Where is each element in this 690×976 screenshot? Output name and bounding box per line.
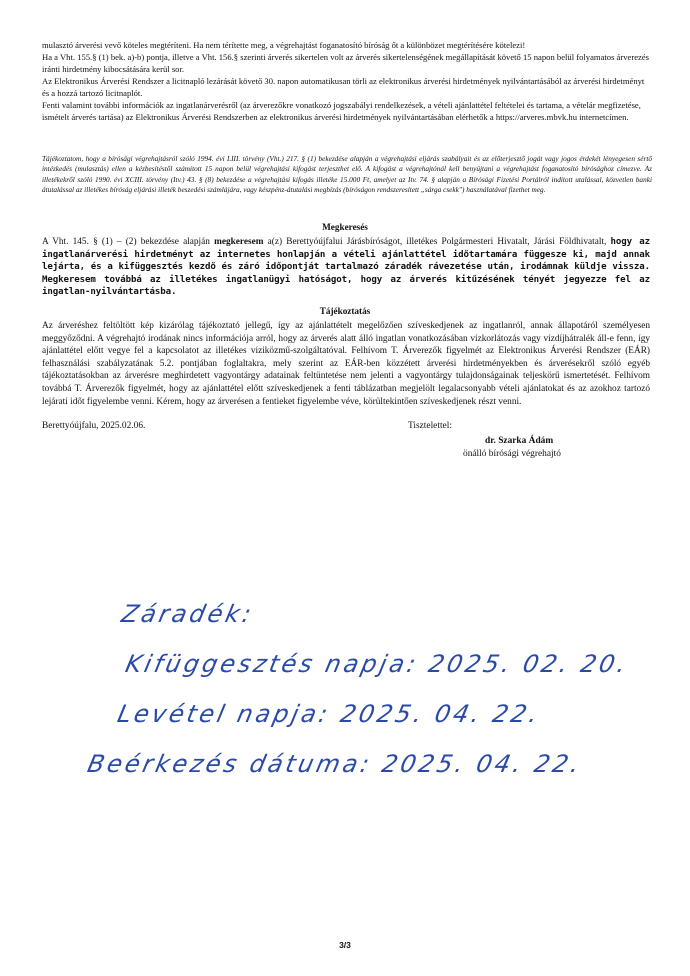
closing-greeting: Tisztelettel:	[408, 421, 452, 431]
request-text	[42, 236, 650, 299]
handwritten-removal-date: Levétel napja: 2025. 04. 22.	[115, 700, 544, 728]
place-and-date: Berettyóújfalu, 2025.02.06.	[42, 421, 146, 431]
paragraph-further-info: Fenti valamint további információk az ingatlanárverésről (az árverezőkre vonatkozó jogszabályi rendelkezések, a vételi ajánlattétel feltételei és tartama, a vételár megfizetése, ismételt árverés tartása) az Elektronikus Árverési Rendszerben az elektronikus árverési hirdetmények nyilvántartásában elérhetők a https://arveres.mbvk.hu internetcímen.	[42, 100, 641, 122]
request-verb: megkeresem	[214, 237, 264, 247]
info-heading: Tájékoztatás	[319, 306, 371, 316]
request-text-part1: A Vht. 145. § (1) – (2) bekezdése alapján	[42, 237, 215, 247]
bailiff-title: önálló bírósági végrehajtó	[463, 449, 561, 459]
page-number: 3/3	[339, 940, 351, 950]
request-emphasis: hogy az ingatlanárverési hirdetményt az internetes honlapján a vételi ajánlattétel időtartamára függesze ki, majd annak lejárta, és a kifüggesztés kezdő és záró időpontját tartalmazó záradék rávezetése után, irodámnak küldje vissza. Megkeresem továbbá az illetékes ingatlanügyi hatóságot, hogy az árverés kitűzésének tényét jegyezze fel az ingatlan-nyilvántartásba.	[42, 237, 650, 298]
handwritten-clause-label: Záradék:	[119, 600, 257, 628]
bailiff-name: dr. Szarka Ádám	[485, 436, 554, 446]
paragraph-unsuccessful-auction: Ha a Vht. 155.§ (1) bek. a)-b) pontja, illetve a Vht. 156.§ szerinti árverés sikertelen volt az árverés sikertelenségének megállapítását követő 15 napon belül folyamatos árverezés iránti hirdetmény kibocsátására kerül sor.	[42, 52, 649, 74]
handwritten-received-date: Beérkezés dátuma: 2025. 04. 22.	[85, 750, 585, 778]
paragraph-payment-obligation: mulasztó árverési vevő köteles megtéríteni. Ha nem térítette meg, a végrehajtást foganatosító bíróság őt a különbözet megtérítésére kötelezi!	[42, 40, 526, 50]
handwritten-posting-date: Kifüggesztés napja: 2025. 02. 20.	[123, 650, 632, 678]
legal-remedy-notice: Tájékoztatom, hogy a bírósági végrehajtásról szóló 1994. évi LIII. törvény (Vht.) 217. § (1) bekezdése alapján a végrehajtási eljárás szabályait és az előterjesztő jogát vagy jogos érdekét lényegesen sértő intézkedés (mulasztás) ellen a kézbesítéstől számított 15 napon belül végrehajtási kifogást terjeszthet elő. A kifogást a végrehajtónál kell benyújtani a végrehajtást foganatosító bírósághoz címezve. Az illetékekről szóló 1990. évi XCIII. törvény (Itv.) 43. § (8) bekezdése a végrehajtási kifogás illetéke 15.000 Ft, amelyet az Itv. 74. § alapján a Bírósági Fizetési Portálról indított utalással, közvetlen banki átutalással az illetékes bíróság eljárási illeték beszedési számlájára, vagy készpénz-átutalási megbízás (bíróságon rendszeresített „sárga csekk") használatával fizethet meg.	[42, 154, 652, 195]
request-text-part2: a(z) Berettyóújfalui Járásbíróságot, illetékes Polgármesteri Hivatalt, Járási Földhivatalt,	[263, 237, 611, 247]
info-text: Az árveréshez feltöltött kép kizárólag tájékoztató jellegű, így az ajánlattételt megelőzően szíveskedjenek az ingatlanról, annak állapotáról személyesen meggyőződni. A végrehajtó irodának nincs információja arról, hogy az árverés alatt álló ingatlan vonatkozásában vízkorlátozás vagy vízdíjhátralék áll-e fenn, így ajánlattétel előtt vegye fel a kapcsolatot az illetékes víziközmű-szolgáltatóval. Felhívom T. Árverezők figyelmét az Elektronikus Árverési Rendszer (EÁR) felhasználási szabályzatának 5.2. pontjában foglaltakra, mely szerint az EÁR-ben közzétett árverési hirdetményekben és árverésekről szóló egyéb tájékoztatásokban az árverésre meghirdetett vagyontárgy adatainak feltüntetése nem jelenti a vagyontárgy tulajdonságainak teljeskörű ismertetését. Felhívom továbbá T. Árverezők figyelmét, hogy az ajánlattétel előtt szíveskedjenek a fenti táblázatban megjelölt legalacsonyabb vételi ajánlatokat és az azokhoz tartozó lejárati időt figyelembe venni. Kérem, hogy az árverésen a fentieket figyelembe véve, körültekintően szíveskedjenek részt venni.	[42, 321, 650, 407]
request-heading: Megkeresés	[322, 222, 368, 232]
paragraph-auto-deletion: Az Elektronikus Árverési Rendszer a licitnapló lezárását követő 30. napon automatikusan törli az elektronikus árverési hirdetmények nyilvántartásából az árverési hirdetményt és a hozzá tartozó licitnaplót.	[42, 76, 645, 98]
